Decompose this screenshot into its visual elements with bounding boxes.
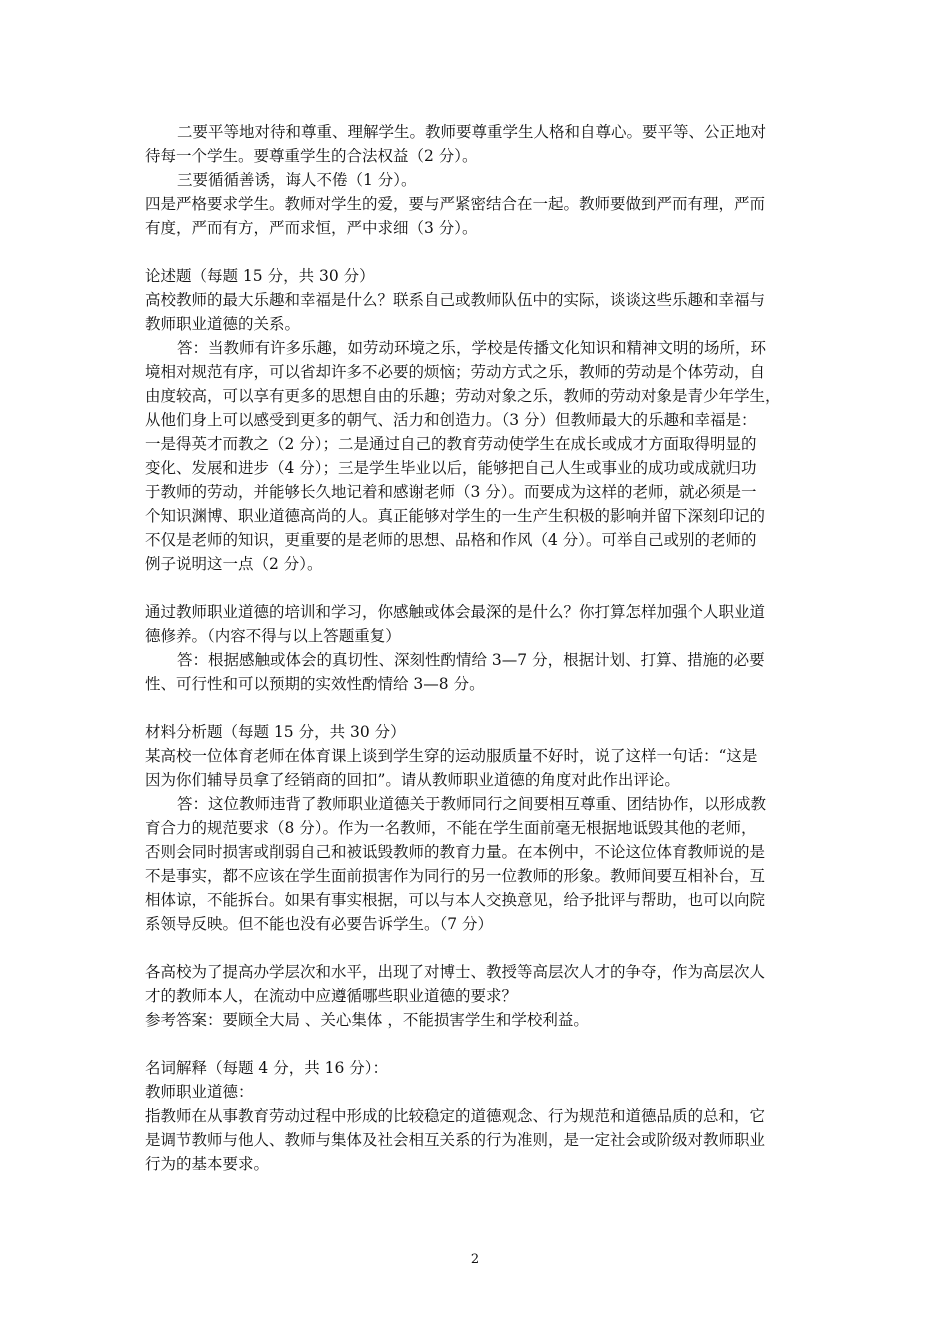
question-line: 德修养。（内容不得与以上答题重复） <box>145 627 401 645</box>
spacer <box>145 576 810 600</box>
term-title: 教师职业道德： <box>145 1083 254 1101</box>
section-heading: 论述题（每题 15 分，共 30 分） <box>145 267 375 285</box>
spacer <box>145 240 810 264</box>
question-line: 因为你们辅导员拿了经销商的回扣”。请从教师职业道德的角度对此作出评论。 <box>145 771 680 789</box>
question-line: 高校教师的最大乐趣和幸福是什么？联系自己或教师队伍中的实际，谈谈这些乐趣和幸福与 <box>145 291 766 309</box>
paragraph-line: 四是严格要求学生。教师对学生的爱，要与严紧密结合在一起。教师要做到严而有理，严而 <box>145 195 766 213</box>
paragraph-line: 二要平等地对待和尊重、理解学生。教师要尊重学生人格和自尊心。要平等、公正地对 <box>177 123 767 141</box>
document-body <box>145 120 810 1176</box>
spacer <box>145 936 810 960</box>
definition-line: 指教师在从事教育劳动过程中形成的比较稳定的道德观念、行为规范和道德品质的总和，它 <box>145 1107 766 1125</box>
paragraph-line: 待每一个学生。要尊重学生的合法权益（2 分）。 <box>145 147 478 165</box>
section-heading: 材料分析题（每题 15 分，共 30 分） <box>145 723 406 741</box>
answer-line: 参考答案：要顾全大局 、关心集体 ，不能损害学生和学校利益。 <box>145 1011 589 1029</box>
spacer <box>145 696 810 720</box>
question-line: 才的教师本人，在流动中应遵循哪些职业道德的要求？ <box>145 987 518 1005</box>
answer-line: 于教师的劳动，并能够长久地记着和感谢老师（3 分）。而要成为这样的老师，就必须是一 <box>145 483 757 501</box>
answer-line: 例子说明这一点（2 分）。 <box>145 555 323 573</box>
answer-line: 否则会同时损害或削弱自己和被诋毁教师的教育力量。在本例中，不论这位体育教师说的是 <box>145 843 766 861</box>
answer-line: 不是事实，都不应该在学生面前损害作为同行的另一位教师的形象。教师间要互相补台，互 <box>145 867 766 885</box>
question-line: 教师职业道德的关系。 <box>145 315 301 333</box>
answer-line: 育合力的规范要求（8 分）。作为一名教师，不能在学生面前毫无根据地诋毁其他的老师， <box>145 819 757 837</box>
answer-line: 系领导反映。但不能也没有必要告诉学生。（7 分） <box>145 915 494 933</box>
answer-line: 答：根据感触或体会的真切性、深刻性酌情给 3—7 分，根据计划、打算、措施的必要 <box>177 651 765 669</box>
answer-line: 从他们身上可以感受到更多的朝气、活力和创造力。（3 分）但教师最大的乐趣和幸福是： <box>145 411 757 429</box>
page-number: 2 <box>470 1252 480 1267</box>
answer-line: 变化、发展和进步（4 分）；三是学生毕业以后，能够把自己人生或事业的成功或成就归功 <box>145 459 757 477</box>
question-line: 某高校一位体育老师在体育课上谈到学生穿的运动服质量不好时，说了这样一句话：“这是 <box>145 747 758 765</box>
answer-line: 性、可行性和可以预期的实效性酌情给 3—8 分。 <box>145 675 485 693</box>
answer-line: 一是得英才而教之（2 分）；二是通过自己的教育劳动使学生在成长或成才方面取得明显的 <box>145 435 757 453</box>
answer-line: 相体谅，不能拆台。如果有事实根据，可以与本人交换意见，给予批评与帮助，也可以向院 <box>145 891 766 909</box>
answer-line: 由度较高，可以享有更多的思想自由的乐趣；劳动对象之乐，教师的劳动对象是青少年学生， <box>145 387 781 405</box>
section-heading: 名词解释（每题 4 分，共 16 分）： <box>145 1059 389 1077</box>
question-line: 各高校为了提高办学层次和水平，出现了对博士、教授等高层次人才的争夺，作为高层次人 <box>145 963 766 981</box>
paragraph-line: 有度，严而有方，严而求恒，严中求细（3 分）。 <box>145 219 478 237</box>
answer-line: 答：这位教师违背了教师职业道德关于教师同行之间要相互尊重、团结协作，以形成教 <box>177 795 767 813</box>
answer-line: 不仅是老师的知识，更重要的是老师的思想、品格和作风（4 分）。可举自己或别的老师的 <box>145 531 757 549</box>
question-line: 通过教师职业道德的培训和学习，你感触或体会最深的是什么？你打算怎样加强个人职业道 <box>145 603 766 621</box>
definition-line: 行为的基本要求。 <box>145 1155 270 1173</box>
spacer <box>145 1032 810 1056</box>
answer-line: 境相对规范有序，可以省却许多不必要的烦恼；劳动方式之乐，教师的劳动是个体劳动，自 <box>145 363 766 381</box>
paragraph-line: 三要循循善诱，诲人不倦（1 分）。 <box>177 171 417 189</box>
answer-line: 答：当教师有许多乐趣，如劳动环境之乐，学校是传播文化知识和精神文明的场所，环 <box>177 339 767 357</box>
definition-line: 是调节教师与他人、教师与集体及社会相互关系的行为准则，是一定社会或阶级对教师职业 <box>145 1131 766 1149</box>
answer-line: 个知识渊博、职业道德高尚的人。真正能够对学生的一生产生积极的影响并留下深刻印记的 <box>145 507 766 525</box>
